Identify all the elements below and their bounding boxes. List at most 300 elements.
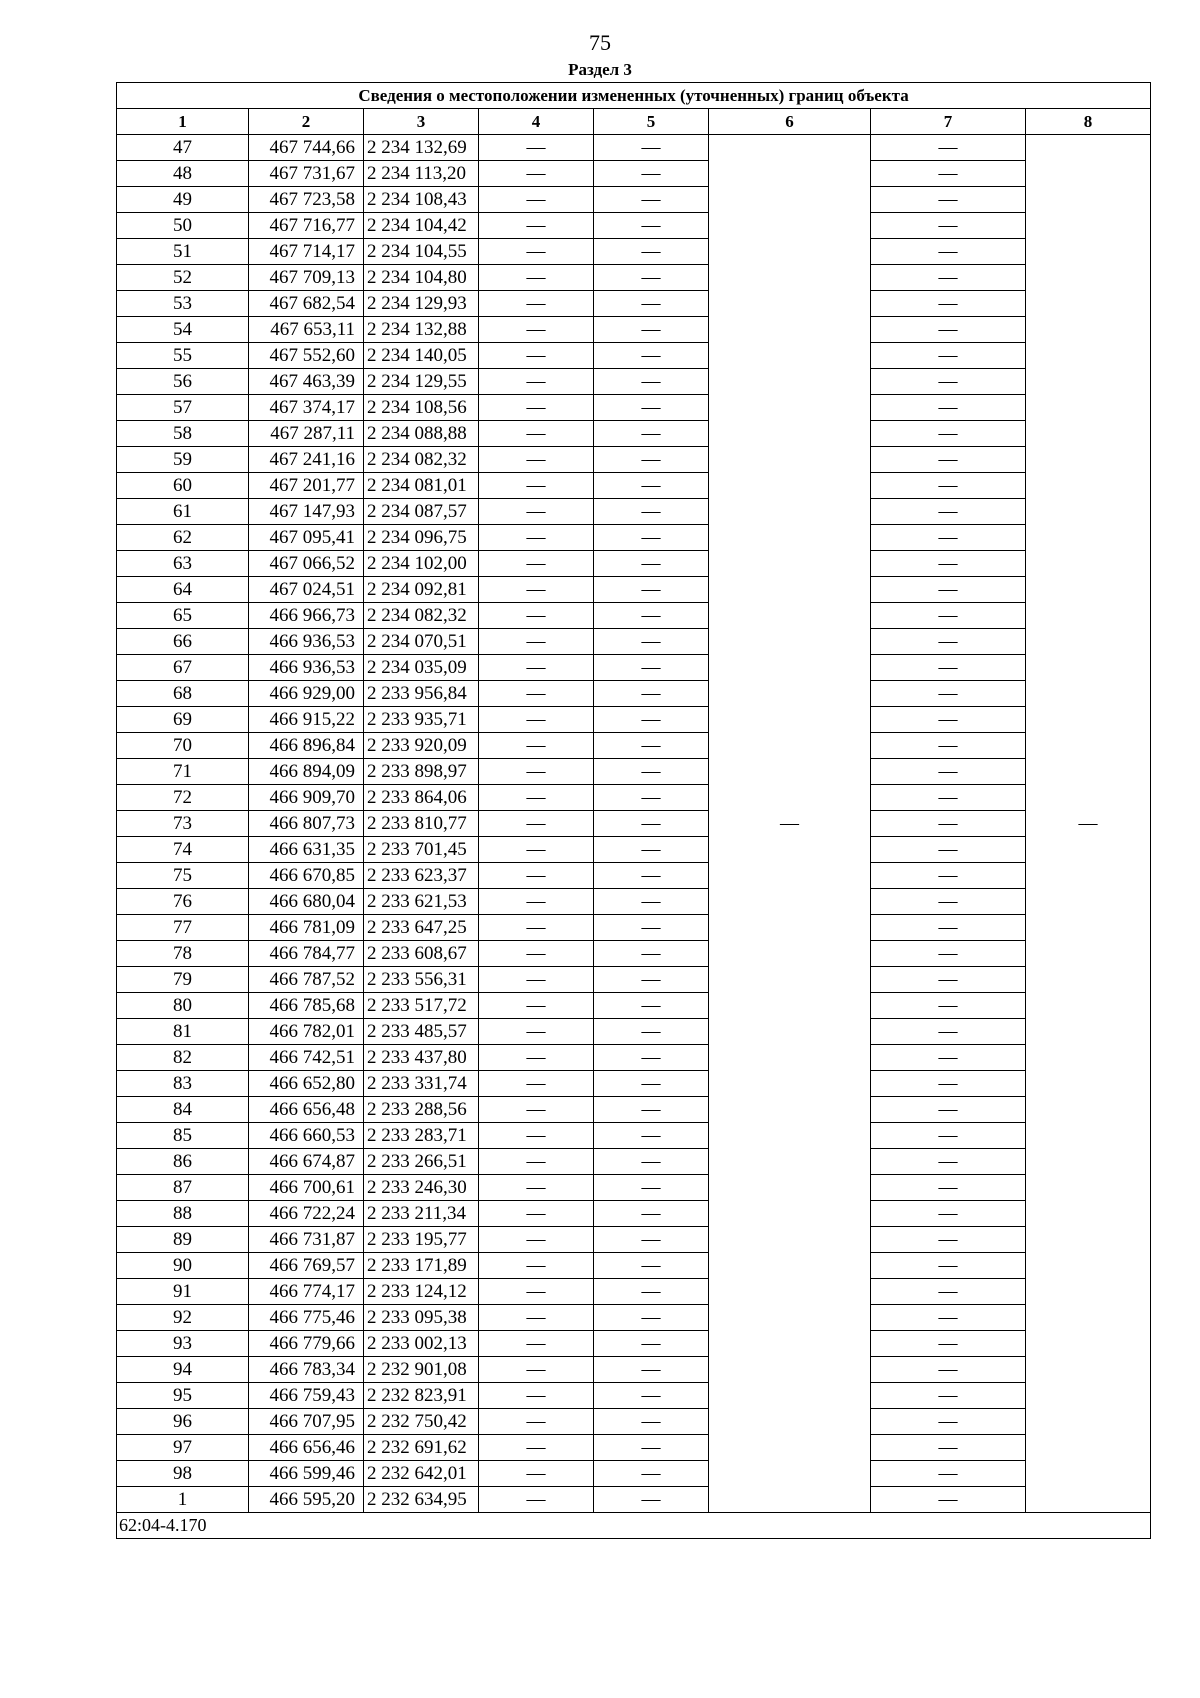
coordinate-y: 2 232 823,91 <box>364 1383 479 1409</box>
column-7-value: — <box>871 265 1026 291</box>
column-5-value: — <box>594 239 709 265</box>
coordinate-x: 467 731,67 <box>249 161 364 187</box>
column-number: 1 <box>117 109 249 135</box>
column-4-value: — <box>479 759 594 785</box>
table-row <box>117 1097 1151 1123</box>
coordinate-x: 466 781,09 <box>249 915 364 941</box>
table-row <box>117 1305 1151 1331</box>
column-4-value: — <box>479 1409 594 1435</box>
column-5-value: — <box>594 811 709 837</box>
coordinate-y: 2 233 124,12 <box>364 1279 479 1305</box>
point-number: 56 <box>117 369 249 395</box>
column-7-value: — <box>871 1045 1026 1071</box>
column-4-value: — <box>479 161 594 187</box>
column-4-value: — <box>479 1149 594 1175</box>
table-row <box>117 1279 1151 1305</box>
column-5-value: — <box>594 551 709 577</box>
coordinate-y: 2 233 898,97 <box>364 759 479 785</box>
column-7-value: — <box>871 1409 1026 1435</box>
column-5-value: — <box>594 1357 709 1383</box>
column-4-value: — <box>479 499 594 525</box>
column-7-value: — <box>871 317 1026 343</box>
column-4-value: — <box>479 1097 594 1123</box>
column-4-value: — <box>479 525 594 551</box>
column-7-value: — <box>871 1487 1026 1513</box>
column-7-value: — <box>871 369 1026 395</box>
table-row <box>117 785 1151 811</box>
column-4-value: — <box>479 1175 594 1201</box>
point-number: 67 <box>117 655 249 681</box>
point-number: 63 <box>117 551 249 577</box>
column-5-value: — <box>594 603 709 629</box>
point-number: 47 <box>117 135 249 161</box>
column-4-value: — <box>479 707 594 733</box>
column-4-value: — <box>479 1435 594 1461</box>
column-4-value: — <box>479 135 594 161</box>
column-4-value: — <box>479 473 594 499</box>
column-5-value: — <box>594 759 709 785</box>
coordinate-x: 466 936,53 <box>249 629 364 655</box>
column-5-value: — <box>594 525 709 551</box>
table-title-row <box>117 83 1151 109</box>
table-body <box>117 83 1151 1539</box>
coordinate-x: 466 775,46 <box>249 1305 364 1331</box>
column-number: 5 <box>594 109 709 135</box>
point-number: 50 <box>117 213 249 239</box>
column-4-value: — <box>479 1071 594 1097</box>
column-5-value: — <box>594 1253 709 1279</box>
coordinate-x: 466 966,73 <box>249 603 364 629</box>
point-number: 55 <box>117 343 249 369</box>
table-row <box>117 291 1151 317</box>
column-7-value: — <box>871 577 1026 603</box>
column-5-value: — <box>594 785 709 811</box>
coordinate-y: 2 234 104,80 <box>364 265 479 291</box>
coordinate-y: 2 234 113,20 <box>364 161 479 187</box>
coordinate-y: 2 234 087,57 <box>364 499 479 525</box>
table-row <box>117 1071 1151 1097</box>
table-row <box>117 655 1151 681</box>
column-5-value: — <box>594 681 709 707</box>
table-row <box>117 1461 1151 1487</box>
table-row <box>117 525 1151 551</box>
table-row <box>117 1149 1151 1175</box>
table-row <box>117 811 1151 837</box>
coordinate-x: 466 656,46 <box>249 1435 364 1461</box>
column-7-value: — <box>871 1123 1026 1149</box>
coordinate-x: 466 896,84 <box>249 733 364 759</box>
point-number: 82 <box>117 1045 249 1071</box>
point-number: 48 <box>117 161 249 187</box>
table-row <box>117 1175 1151 1201</box>
coordinate-y: 2 234 081,01 <box>364 473 479 499</box>
point-number: 98 <box>117 1461 249 1487</box>
coordinate-x: 466 631,35 <box>249 837 364 863</box>
column-7-value: — <box>871 343 1026 369</box>
coordinate-x: 466 769,57 <box>249 1253 364 1279</box>
table-title: Сведения о местоположении измененных (уточненных) границ объекта <box>117 83 1151 109</box>
table-row <box>117 317 1151 343</box>
column-5-value: — <box>594 1071 709 1097</box>
table-row <box>117 733 1151 759</box>
column-4-value: — <box>479 1383 594 1409</box>
coordinate-x: 466 787,52 <box>249 967 364 993</box>
table-row <box>117 369 1151 395</box>
column-5-value: — <box>594 889 709 915</box>
point-number: 1 <box>117 1487 249 1513</box>
column-5-value: — <box>594 629 709 655</box>
column-5-value: — <box>594 317 709 343</box>
table-row <box>117 1331 1151 1357</box>
point-number: 88 <box>117 1201 249 1227</box>
coordinate-x: 467 714,17 <box>249 239 364 265</box>
coordinate-y: 2 234 104,42 <box>364 213 479 239</box>
coordinate-y: 2 234 108,56 <box>364 395 479 421</box>
point-number: 92 <box>117 1305 249 1331</box>
column-5-value: — <box>594 1097 709 1123</box>
table-row <box>117 551 1151 577</box>
coordinate-y: 2 234 108,43 <box>364 187 479 213</box>
column-4-value: — <box>479 317 594 343</box>
column-7-value: — <box>871 1305 1026 1331</box>
column-7-value: — <box>871 1331 1026 1357</box>
column-7-value: — <box>871 1383 1026 1409</box>
column-7-value: — <box>871 707 1026 733</box>
column-4-value: — <box>479 265 594 291</box>
column-8-value: — <box>1026 135 1151 1513</box>
column-4-value: — <box>479 967 594 993</box>
table-row <box>117 265 1151 291</box>
coordinate-y: 2 233 621,53 <box>364 889 479 915</box>
point-number: 53 <box>117 291 249 317</box>
table-row <box>117 187 1151 213</box>
column-6-value: — <box>709 135 871 1513</box>
point-number: 49 <box>117 187 249 213</box>
coordinate-y: 2 234 092,81 <box>364 577 479 603</box>
column-7-value: — <box>871 993 1026 1019</box>
coordinate-x: 467 653,11 <box>249 317 364 343</box>
point-number: 90 <box>117 1253 249 1279</box>
column-7-value: — <box>871 941 1026 967</box>
table-row <box>117 135 1151 161</box>
coordinate-y: 2 233 556,31 <box>364 967 479 993</box>
coordinate-y: 2 233 864,06 <box>364 785 479 811</box>
table-row <box>117 837 1151 863</box>
coordinate-y: 2 233 002,13 <box>364 1331 479 1357</box>
table-row <box>117 1253 1151 1279</box>
coordinate-y: 2 233 623,37 <box>364 863 479 889</box>
coordinate-x: 466 656,48 <box>249 1097 364 1123</box>
coordinate-y: 2 234 088,88 <box>364 421 479 447</box>
point-number: 68 <box>117 681 249 707</box>
point-number: 81 <box>117 1019 249 1045</box>
coordinate-x: 466 674,87 <box>249 1149 364 1175</box>
coordinate-x: 466 782,01 <box>249 1019 364 1045</box>
coordinate-x: 467 024,51 <box>249 577 364 603</box>
coordinate-x: 466 894,09 <box>249 759 364 785</box>
column-7-value: — <box>871 1253 1026 1279</box>
table-row <box>117 239 1151 265</box>
column-5-value: — <box>594 1305 709 1331</box>
coordinate-y: 2 234 132,69 <box>364 135 479 161</box>
column-5-value: — <box>594 967 709 993</box>
column-7-value: — <box>871 239 1026 265</box>
column-number: 2 <box>249 109 364 135</box>
coordinate-y: 2 233 810,77 <box>364 811 479 837</box>
coordinate-y: 2 234 082,32 <box>364 603 479 629</box>
column-7-value: — <box>871 161 1026 187</box>
point-number: 97 <box>117 1435 249 1461</box>
table-row <box>117 915 1151 941</box>
table-row <box>117 681 1151 707</box>
column-7-value: — <box>871 785 1026 811</box>
column-5-value: — <box>594 1331 709 1357</box>
point-number: 78 <box>117 941 249 967</box>
table-row <box>117 941 1151 967</box>
coordinate-x: 467 723,58 <box>249 187 364 213</box>
table-row <box>117 1409 1151 1435</box>
table-row <box>117 993 1151 1019</box>
column-7-value: — <box>871 1019 1026 1045</box>
coordinates-table <box>116 82 1151 1539</box>
coordinate-x: 467 287,11 <box>249 421 364 447</box>
coordinate-y: 2 233 608,67 <box>364 941 479 967</box>
coordinate-y: 2 232 642,01 <box>364 1461 479 1487</box>
column-7-value: — <box>871 837 1026 863</box>
table-row <box>117 1357 1151 1383</box>
coordinate-y: 2 234 082,32 <box>364 447 479 473</box>
column-4-value: — <box>479 629 594 655</box>
column-5-value: — <box>594 863 709 889</box>
table-row <box>117 473 1151 499</box>
coordinate-x: 466 595,20 <box>249 1487 364 1513</box>
coordinate-y: 2 233 956,84 <box>364 681 479 707</box>
point-number: 95 <box>117 1383 249 1409</box>
column-4-value: — <box>479 343 594 369</box>
column-5-value: — <box>594 1175 709 1201</box>
coordinate-y: 2 232 750,42 <box>364 1409 479 1435</box>
column-number: 4 <box>479 109 594 135</box>
column-4-value: — <box>479 395 594 421</box>
column-5-value: — <box>594 707 709 733</box>
coordinate-x: 467 201,77 <box>249 473 364 499</box>
column-7-value: — <box>871 525 1026 551</box>
coordinate-x: 467 709,13 <box>249 265 364 291</box>
point-number: 52 <box>117 265 249 291</box>
column-5-value: — <box>594 499 709 525</box>
column-7-value: — <box>871 1357 1026 1383</box>
column-4-value: — <box>479 811 594 837</box>
cadastral-number: 62:04-4.170 <box>117 1513 1151 1539</box>
table-footer-row <box>117 1513 1151 1539</box>
coordinate-x: 466 599,46 <box>249 1461 364 1487</box>
coordinate-x: 466 774,17 <box>249 1279 364 1305</box>
point-number: 62 <box>117 525 249 551</box>
coordinate-x: 467 374,17 <box>249 395 364 421</box>
column-7-value: — <box>871 889 1026 915</box>
table-row <box>117 1045 1151 1071</box>
point-number: 87 <box>117 1175 249 1201</box>
column-7-value: — <box>871 1071 1026 1097</box>
column-7-value: — <box>871 863 1026 889</box>
column-5-value: — <box>594 915 709 941</box>
coordinate-x: 467 095,41 <box>249 525 364 551</box>
column-5-value: — <box>594 1123 709 1149</box>
column-5-value: — <box>594 1149 709 1175</box>
point-number: 70 <box>117 733 249 759</box>
column-5-value: — <box>594 733 709 759</box>
column-7-value: — <box>871 1279 1026 1305</box>
point-number: 75 <box>117 863 249 889</box>
coordinate-y: 2 234 104,55 <box>364 239 479 265</box>
table-row <box>117 707 1151 733</box>
column-5-value: — <box>594 1487 709 1513</box>
coordinate-x: 466 742,51 <box>249 1045 364 1071</box>
column-4-value: — <box>479 187 594 213</box>
column-4-value: — <box>479 1331 594 1357</box>
coordinate-x: 466 936,53 <box>249 655 364 681</box>
table-row <box>117 967 1151 993</box>
table-row <box>117 395 1151 421</box>
point-number: 84 <box>117 1097 249 1123</box>
table-row <box>117 1019 1151 1045</box>
column-4-value: — <box>479 1045 594 1071</box>
point-number: 93 <box>117 1331 249 1357</box>
point-number: 57 <box>117 395 249 421</box>
column-5-value: — <box>594 421 709 447</box>
coordinate-x: 466 759,43 <box>249 1383 364 1409</box>
column-4-value: — <box>479 1279 594 1305</box>
column-7-value: — <box>871 1227 1026 1253</box>
column-5-value: — <box>594 1461 709 1487</box>
column-5-value: — <box>594 213 709 239</box>
column-4-value: — <box>479 733 594 759</box>
table-row <box>117 577 1151 603</box>
coordinate-y: 2 233 171,89 <box>364 1253 479 1279</box>
column-7-value: — <box>871 967 1026 993</box>
point-number: 74 <box>117 837 249 863</box>
coordinate-x: 466 700,61 <box>249 1175 364 1201</box>
column-4-value: — <box>479 447 594 473</box>
column-4-value: — <box>479 1305 594 1331</box>
column-5-value: — <box>594 993 709 1019</box>
column-7-value: — <box>871 421 1026 447</box>
table-row <box>117 499 1151 525</box>
table-row <box>117 1123 1151 1149</box>
column-7-value: — <box>871 473 1026 499</box>
coordinate-y: 2 233 647,25 <box>364 915 479 941</box>
column-4-value: — <box>479 681 594 707</box>
coordinate-y: 2 233 288,56 <box>364 1097 479 1123</box>
column-7-value: — <box>871 291 1026 317</box>
column-7-value: — <box>871 915 1026 941</box>
column-5-value: — <box>594 1279 709 1305</box>
coordinate-x: 467 147,93 <box>249 499 364 525</box>
point-number: 86 <box>117 1149 249 1175</box>
column-5-value: — <box>594 655 709 681</box>
column-7-value: — <box>871 213 1026 239</box>
coordinate-y: 2 233 485,57 <box>364 1019 479 1045</box>
column-4-value: — <box>479 941 594 967</box>
coordinate-y: 2 234 035,09 <box>364 655 479 681</box>
column-4-value: — <box>479 1201 594 1227</box>
coordinate-y: 2 233 211,34 <box>364 1201 479 1227</box>
point-number: 83 <box>117 1071 249 1097</box>
column-7-value: — <box>871 447 1026 473</box>
coordinate-x: 466 779,66 <box>249 1331 364 1357</box>
column-5-value: — <box>594 577 709 603</box>
point-number: 59 <box>117 447 249 473</box>
point-number: 80 <box>117 993 249 1019</box>
coordinate-x: 466 909,70 <box>249 785 364 811</box>
table-row <box>117 603 1151 629</box>
column-4-value: — <box>479 551 594 577</box>
column-5-value: — <box>594 1227 709 1253</box>
coordinate-x: 466 670,85 <box>249 863 364 889</box>
coordinate-x: 466 707,95 <box>249 1409 364 1435</box>
table-row <box>117 421 1151 447</box>
coordinate-y: 2 234 070,51 <box>364 629 479 655</box>
coordinate-y: 2 233 266,51 <box>364 1149 479 1175</box>
point-number: 85 <box>117 1123 249 1149</box>
coordinate-x: 466 785,68 <box>249 993 364 1019</box>
coordinate-x: 467 241,16 <box>249 447 364 473</box>
column-7-value: — <box>871 1175 1026 1201</box>
coordinate-x: 466 722,24 <box>249 1201 364 1227</box>
coordinate-x: 467 682,54 <box>249 291 364 317</box>
table-row <box>117 889 1151 915</box>
coordinate-y: 2 233 437,80 <box>364 1045 479 1071</box>
coordinate-y: 2 233 517,72 <box>364 993 479 1019</box>
table-row <box>117 447 1151 473</box>
point-number: 54 <box>117 317 249 343</box>
column-5-value: — <box>594 161 709 187</box>
column-4-value: — <box>479 1487 594 1513</box>
table-row <box>117 1487 1151 1513</box>
point-number: 73 <box>117 811 249 837</box>
column-4-value: — <box>479 603 594 629</box>
column-5-value: — <box>594 1435 709 1461</box>
column-5-value: — <box>594 369 709 395</box>
coordinate-y: 2 232 634,95 <box>364 1487 479 1513</box>
column-number: 6 <box>709 109 871 135</box>
column-4-value: — <box>479 785 594 811</box>
coordinate-x: 466 807,73 <box>249 811 364 837</box>
column-4-value: — <box>479 863 594 889</box>
column-7-value: — <box>871 1149 1026 1175</box>
point-number: 89 <box>117 1227 249 1253</box>
table-row <box>117 759 1151 785</box>
coordinate-y: 2 233 701,45 <box>364 837 479 863</box>
point-number: 79 <box>117 967 249 993</box>
coordinate-x: 466 915,22 <box>249 707 364 733</box>
section-title: Раздел 3 <box>568 60 632 79</box>
coordinate-y: 2 232 691,62 <box>364 1435 479 1461</box>
coordinate-y: 2 233 331,74 <box>364 1071 479 1097</box>
coordinate-x: 467 552,60 <box>249 343 364 369</box>
column-4-value: — <box>479 993 594 1019</box>
table-row <box>117 1227 1151 1253</box>
table-row <box>117 1201 1151 1227</box>
column-7-value: — <box>871 551 1026 577</box>
column-5-value: — <box>594 343 709 369</box>
table-row <box>117 1383 1151 1409</box>
point-number: 71 <box>117 759 249 785</box>
column-5-value: — <box>594 837 709 863</box>
coordinate-x: 466 929,00 <box>249 681 364 707</box>
point-number: 58 <box>117 421 249 447</box>
coordinate-y: 2 232 901,08 <box>364 1357 479 1383</box>
